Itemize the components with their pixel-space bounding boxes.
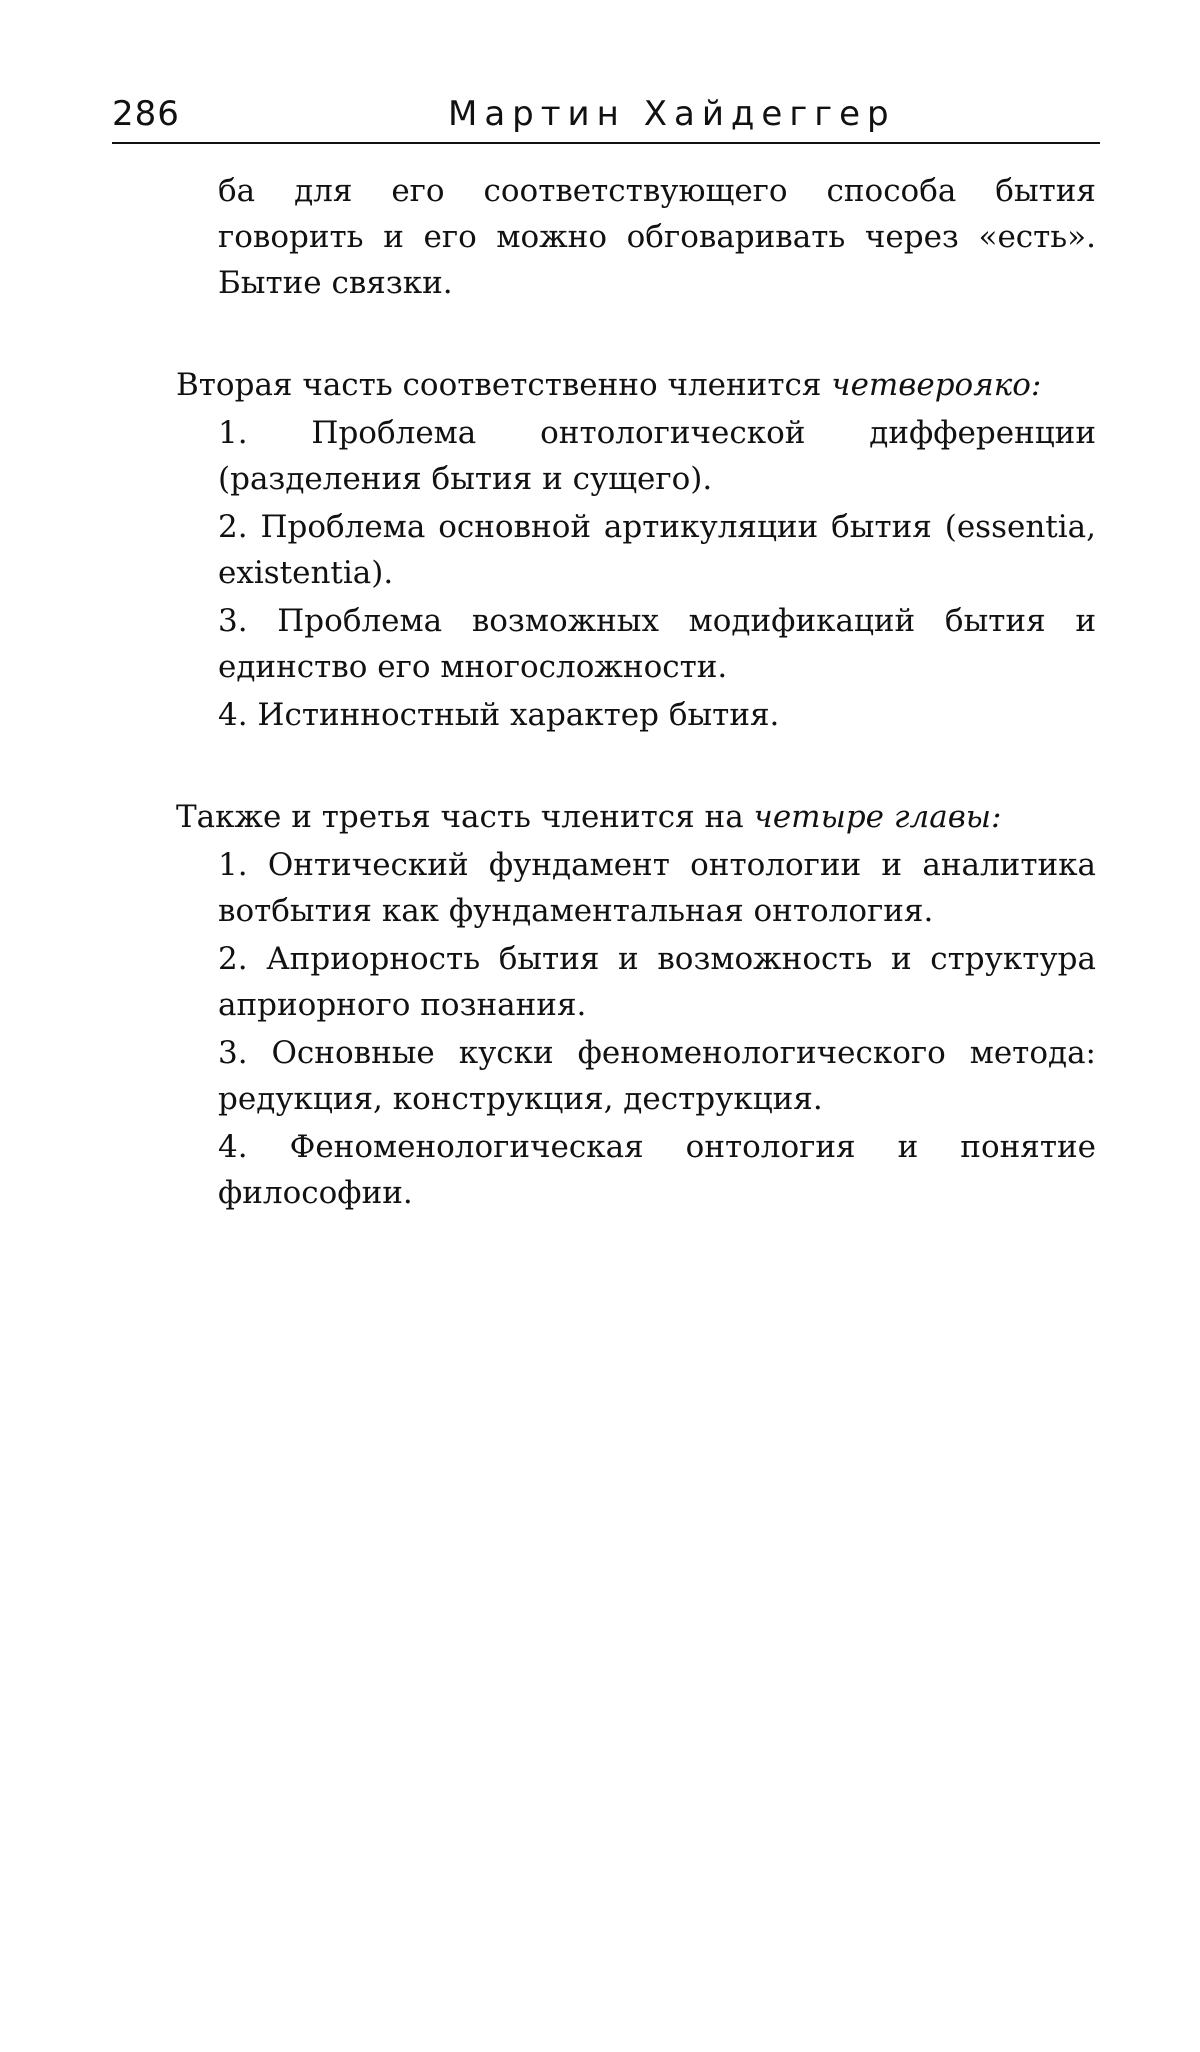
header-rule [112,142,1100,144]
part3-intro-emphasis: четыре главы: [753,799,1002,835]
part2-item-4: 4. Истинностный характер бытия. [218,697,780,733]
part3-item-1: 1. Онтический фундамент онтологии и аналитика вотбытия как фундаментальная онтология. [218,847,1096,929]
part2-intro-text: Вторая часть соответственно членится [176,367,832,403]
part3-item-3: 3. Основные куски феноменологического метода: редукция, конструкция, деструкция. [218,1035,1096,1117]
part3-intro-text: Также и третья часть членится на [176,799,754,835]
continuation-paragraph: ба для его соответствующего способа бытия говорить и его можно обговаривать через «есть». Бытие связки. [218,173,1096,301]
part2-item-3: 3. Проблема возможных модификаций бытия и единство его многосложности. [218,603,1096,685]
running-header [112,94,1100,144]
part3-item-2: 2. Априорность бытия и возможность и структура априорного познания. [218,941,1096,1023]
page-number: 286 [112,94,180,134]
part2-item-1: 1. Проблема онтологической дифференции (разделения бытия и сущего). [218,415,1096,497]
part3-item-4: 4. Феноменологическая онтология и понятие философии. [218,1129,1096,1211]
part2-intro-emphasis: четвероякo: [831,367,1042,403]
part3-intro [176,794,1096,840]
running-title: Мартин Хайдеггер [448,94,896,134]
part2-intro [176,362,1096,408]
page-body [176,168,1096,1216]
part2-item-2: 2. Проблема основной артикуляции бытия (essentia, existentia). [218,509,1096,591]
